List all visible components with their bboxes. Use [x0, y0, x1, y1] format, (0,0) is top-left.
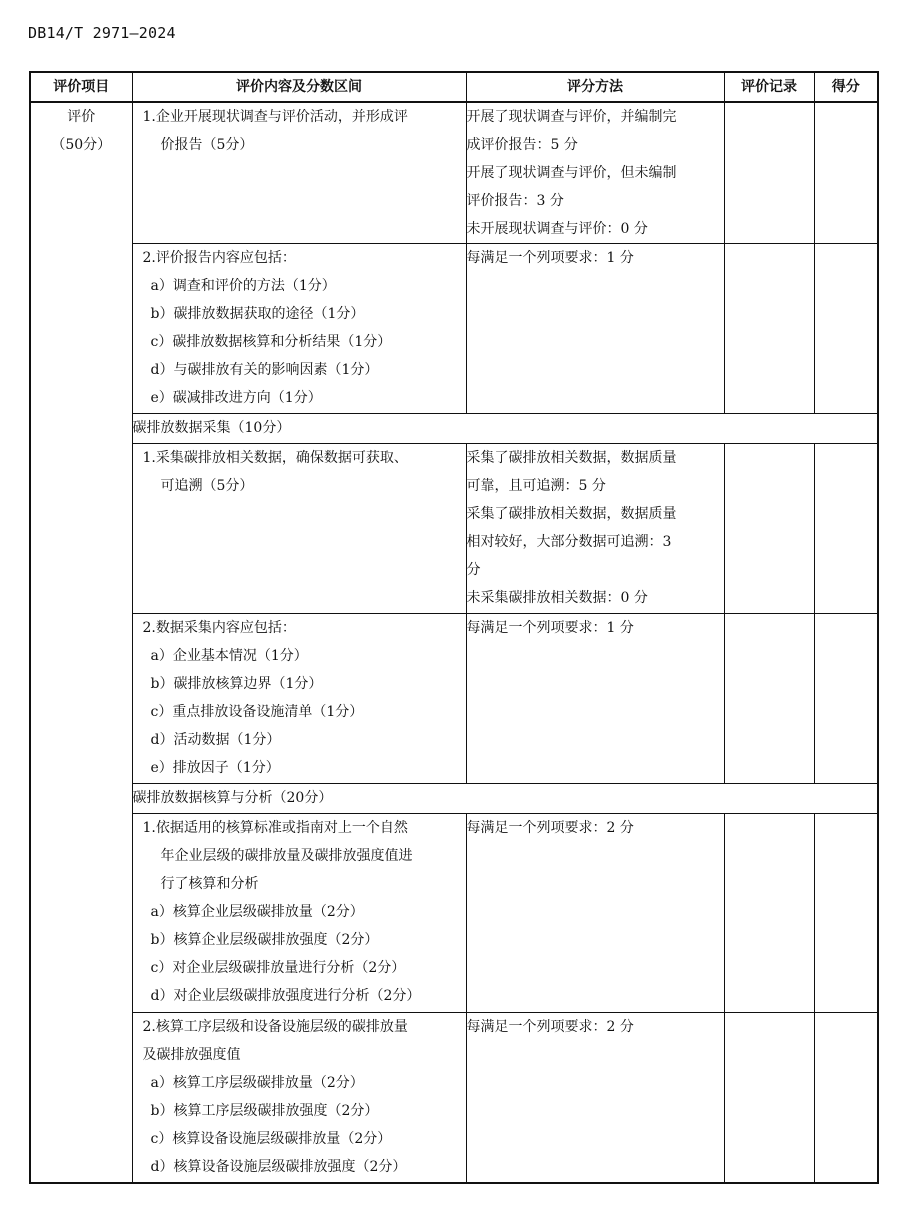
section-title: 碳排放数据采集（10分）: [132, 414, 878, 444]
record-cell[interactable]: [724, 614, 814, 784]
content-cell: [132, 814, 466, 1013]
header-evaluation-item: 评价项目: [30, 72, 132, 102]
score-cell[interactable]: [814, 102, 878, 244]
category-cell: [30, 102, 132, 1183]
content-line: 1.企业开展现状调查与评价活动，并形成评: [142, 109, 408, 125]
content-cell: [132, 444, 466, 614]
content-item: b）核算企业层级碳排放强度（2分）: [150, 932, 379, 948]
table-row: [30, 244, 878, 414]
content-line: 价报告（5分）: [160, 137, 254, 153]
method-line: 每满足一个列项要求：1 分: [466, 250, 634, 266]
record-cell[interactable]: [724, 1013, 814, 1183]
section-title: 碳排放数据核算与分析（20分）: [132, 784, 878, 814]
content-cell: [132, 614, 466, 784]
table-row: [30, 444, 878, 614]
method-line: 可靠，且可追溯：5 分: [466, 478, 606, 494]
section-row: [30, 414, 878, 444]
content-cell: [132, 1013, 466, 1183]
method-cell: [466, 244, 724, 414]
content-item: d）对企业层级碳排放强度进行分析（2分）: [150, 988, 421, 1004]
document-code: DB14/T 2971—2024: [28, 24, 176, 42]
method-cell: [466, 1013, 724, 1183]
method-line: 每满足一个列项要求：1 分: [466, 620, 634, 636]
method-line: 分: [466, 562, 481, 578]
header-evaluation-record: 评价记录: [724, 72, 814, 102]
method-cell: [466, 614, 724, 784]
score-cell[interactable]: [814, 614, 878, 784]
content-item: e）碳减排改进方向（1分）: [150, 390, 322, 406]
content-item: d）与碳排放有关的影响因素（1分）: [150, 362, 379, 378]
content-item: a）核算企业层级碳排放量（2分）: [150, 904, 364, 920]
content-item: c）重点排放设备设施清单（1分）: [150, 704, 364, 720]
score-cell[interactable]: [814, 244, 878, 414]
method-cell: [466, 444, 724, 614]
method-line: 开展了现状调查与评价，但未编制: [466, 165, 677, 181]
method-line: 成评价报告：5 分: [466, 137, 578, 153]
content-item: d）核算设备设施层级碳排放强度（2分）: [150, 1159, 407, 1175]
content-item: a）调查和评价的方法（1分）: [150, 278, 336, 294]
score-cell[interactable]: [814, 814, 878, 1013]
content-item: c）核算设备设施层级碳排放量（2分）: [150, 1131, 392, 1147]
content-title-line: 1.依据适用的核算标准或指南对上一个自然: [142, 820, 408, 836]
category-points: （50分）: [51, 137, 112, 153]
content-item: c）对企业层级碳排放量进行分析（2分）: [150, 960, 406, 976]
method-line: 开展了现状调查与评价，并编制完: [466, 109, 677, 125]
section-row: [30, 784, 878, 814]
header-scoring-method: 评分方法: [466, 72, 724, 102]
method-line: 相对较好，大部分数据可追溯：3: [466, 534, 672, 550]
content-title-line: 年企业层级的碳排放量及碳排放强度值进: [160, 848, 413, 864]
content-item: b）核算工序层级碳排放强度（2分）: [150, 1103, 379, 1119]
method-line: 每满足一个列项要求：2 分: [466, 1019, 634, 1035]
content-item: a）企业基本情况（1分）: [150, 648, 308, 664]
method-line: 采集了碳排放相关数据，数据质量: [466, 506, 677, 522]
score-cell[interactable]: [814, 444, 878, 614]
record-cell[interactable]: [724, 244, 814, 414]
score-cell[interactable]: [814, 1013, 878, 1183]
table-header-row: [30, 72, 878, 102]
content-line: 1.采集碳排放相关数据，确保数据可获取、: [142, 450, 408, 466]
content-item: b）碳排放核算边界（1分）: [150, 676, 323, 692]
record-cell[interactable]: [724, 102, 814, 244]
content-item: a）核算工序层级碳排放量（2分）: [150, 1075, 364, 1091]
method-line: 每满足一个列项要求：2 分: [466, 820, 634, 836]
content-item: c）碳排放数据核算和分析结果（1分）: [150, 334, 392, 350]
method-cell: [466, 814, 724, 1013]
method-line: 未采集碳排放相关数据：0 分: [466, 590, 648, 606]
method-line: 采集了碳排放相关数据，数据质量: [466, 450, 677, 466]
table-row: [30, 102, 878, 244]
content-item: b）碳排放数据获取的途径（1分）: [150, 306, 365, 322]
content-title-line: 2.核算工序层级和设备设施层级的碳排放量: [142, 1019, 408, 1035]
method-line: 未开展现状调查与评价：0 分: [466, 221, 648, 237]
content-title: 2.数据采集内容应包括：: [142, 620, 296, 636]
content-cell: [132, 244, 466, 414]
content-title-line: 行了核算和分析: [160, 876, 259, 892]
method-line: 评价报告：3 分: [466, 193, 564, 209]
content-item: e）排放因子（1分）: [150, 760, 280, 776]
header-score: 得分: [814, 72, 878, 102]
header-evaluation-content: 评价内容及分数区间: [132, 72, 466, 102]
evaluation-table: [29, 71, 879, 1184]
record-cell[interactable]: [724, 444, 814, 614]
method-cell: [466, 102, 724, 244]
content-title-line: 及碳排放强度值: [142, 1047, 241, 1063]
content-line: 可追溯（5分）: [160, 478, 254, 494]
category-name: 评价: [67, 109, 96, 125]
table-row: [30, 614, 878, 784]
content-item: d）活动数据（1分）: [150, 732, 281, 748]
content-cell: [132, 102, 466, 244]
table-row: [30, 1013, 878, 1183]
record-cell[interactable]: [724, 814, 814, 1013]
table-row: [30, 814, 878, 1013]
content-title: 2.评价报告内容应包括：: [142, 250, 296, 266]
